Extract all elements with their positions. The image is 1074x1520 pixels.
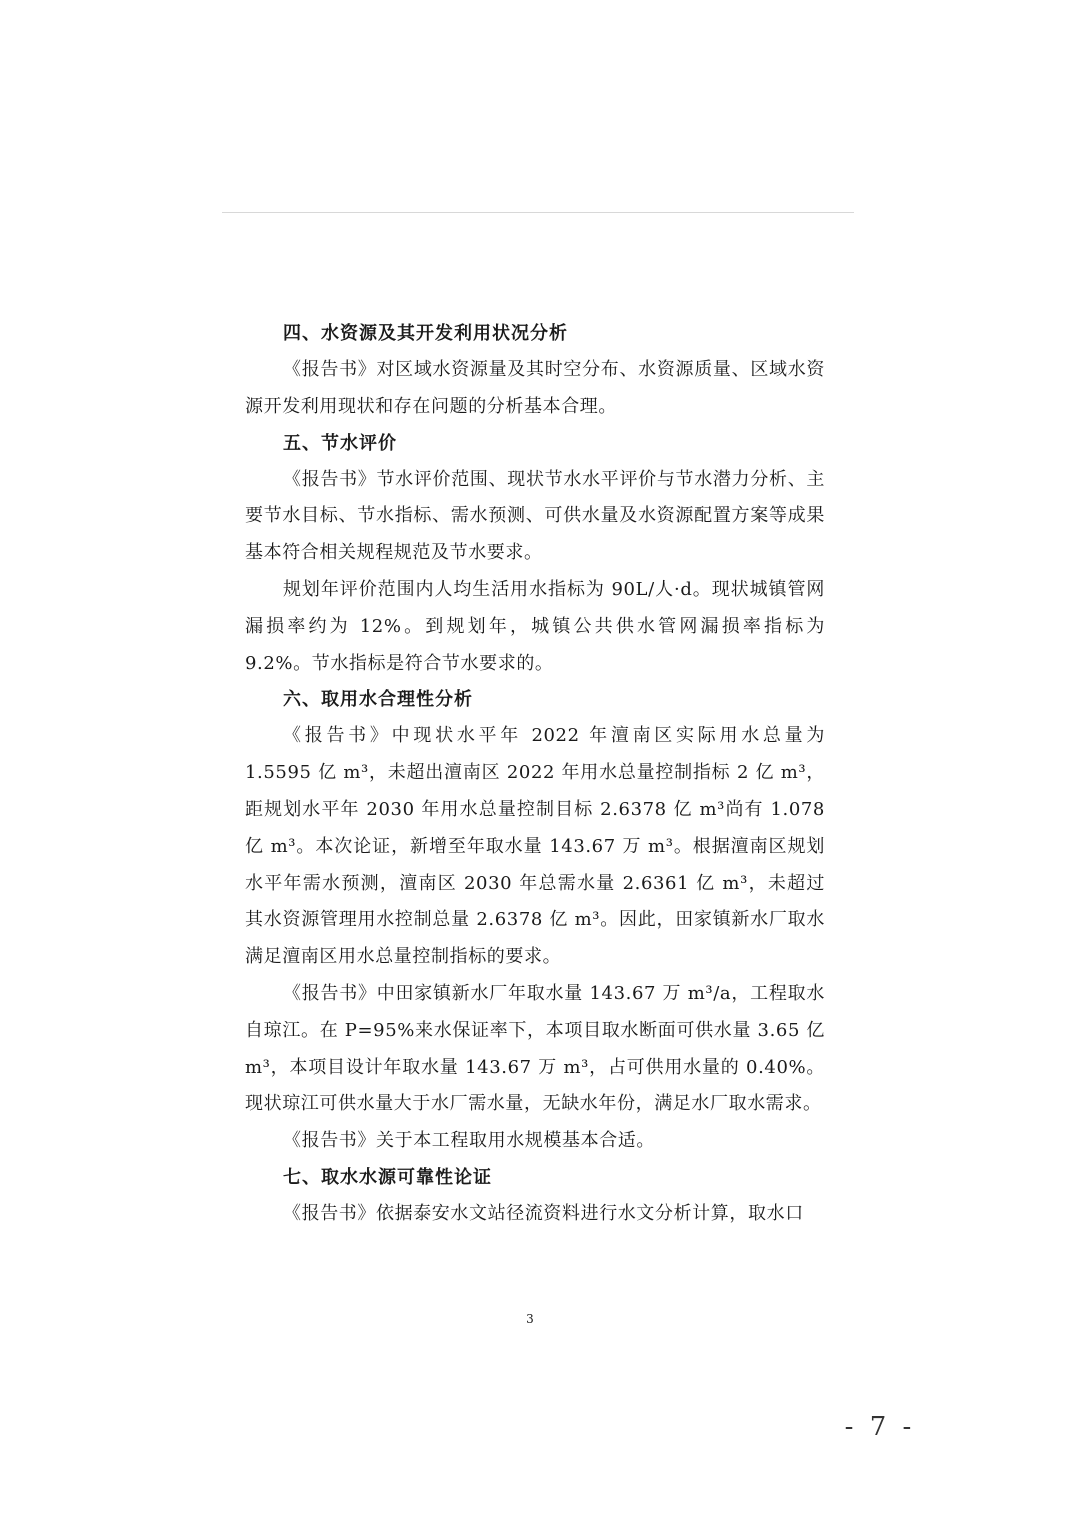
paragraph: 规划年评价范围内人均生活用水指标为 90L/人·d。现状城镇管网漏损率约为 12%。到规划年，城镇公共供水管网漏损率指标为 9.2%。节水指标是符合节水要求的。: [245, 578, 825, 674]
inner-page-number: 3: [526, 1312, 534, 1326]
section-5: [245, 426, 825, 683]
section-4: [245, 316, 825, 426]
header-rule: [222, 212, 854, 213]
document-body: [245, 316, 825, 1233]
section-heading: 七、取水水源可靠性论证: [283, 1166, 492, 1188]
paragraph: 《报告书》节水评价范围、现状节水水平评价与节水潜力分析、主要节水目标、节水指标、需水预测、可供水量及水资源配置方案等成果基本符合相关规程规范及节水要求。: [245, 468, 825, 564]
section-7: [245, 1160, 825, 1233]
section-heading: 六、取用水合理性分析: [283, 689, 473, 711]
section-heading: 四、水资源及其开发利用状况分析: [283, 323, 568, 344]
section-6: [245, 682, 825, 1160]
paragraph: 《报告书》中现状水平年 2022 年澶南区实际用水总量为 1.5595 亿 m³，未超出澶南区 2022 年用水总量控制指标 2 亿 m³，距规划水平年 2030 年用水总量控制目标 2.6378 亿 m³尚有 1.078 亿 m³。本次论证，新增至年取水量 143.67 万 m³。根据澶南区规划水平年需水预测，澶南区 2030 年总需水量 2.6361 亿 m³，未超过其水资源管理用水控制总量 2.6378 亿 m³。因此，田家镇新水厂取水满足澶南区用水总量控制指标的要求。: [245, 725, 825, 968]
outer-page-number: - 7 -: [844, 1412, 916, 1442]
section-heading: 五、节水评价: [283, 432, 397, 454]
paragraph: 《报告书》依据泰安水文站径流资料进行水文分析计算，取水口: [283, 1202, 804, 1224]
paragraph: 《报告书》关于本工程取用水规模基本合适。: [283, 1130, 655, 1152]
paragraph: 《报告书》中田家镇新水厂年取水量 143.67 万 m³/a，工程取水自琼江。在 P=95%来水保证率下，本项目取水断面可供水量 3.65 亿 m³，本项目设计年取水量 143.67 万 m³，占可供用水量的 0.40%。现状琼江可供水量大于水厂需水量，无缺水年份，满足水厂取水需求。: [245, 982, 825, 1115]
paragraph: 《报告书》对区域水资源量及其时空分布、水资源质量、区域水资源开发利用现状和存在问题的分析基本合理。: [245, 359, 825, 417]
